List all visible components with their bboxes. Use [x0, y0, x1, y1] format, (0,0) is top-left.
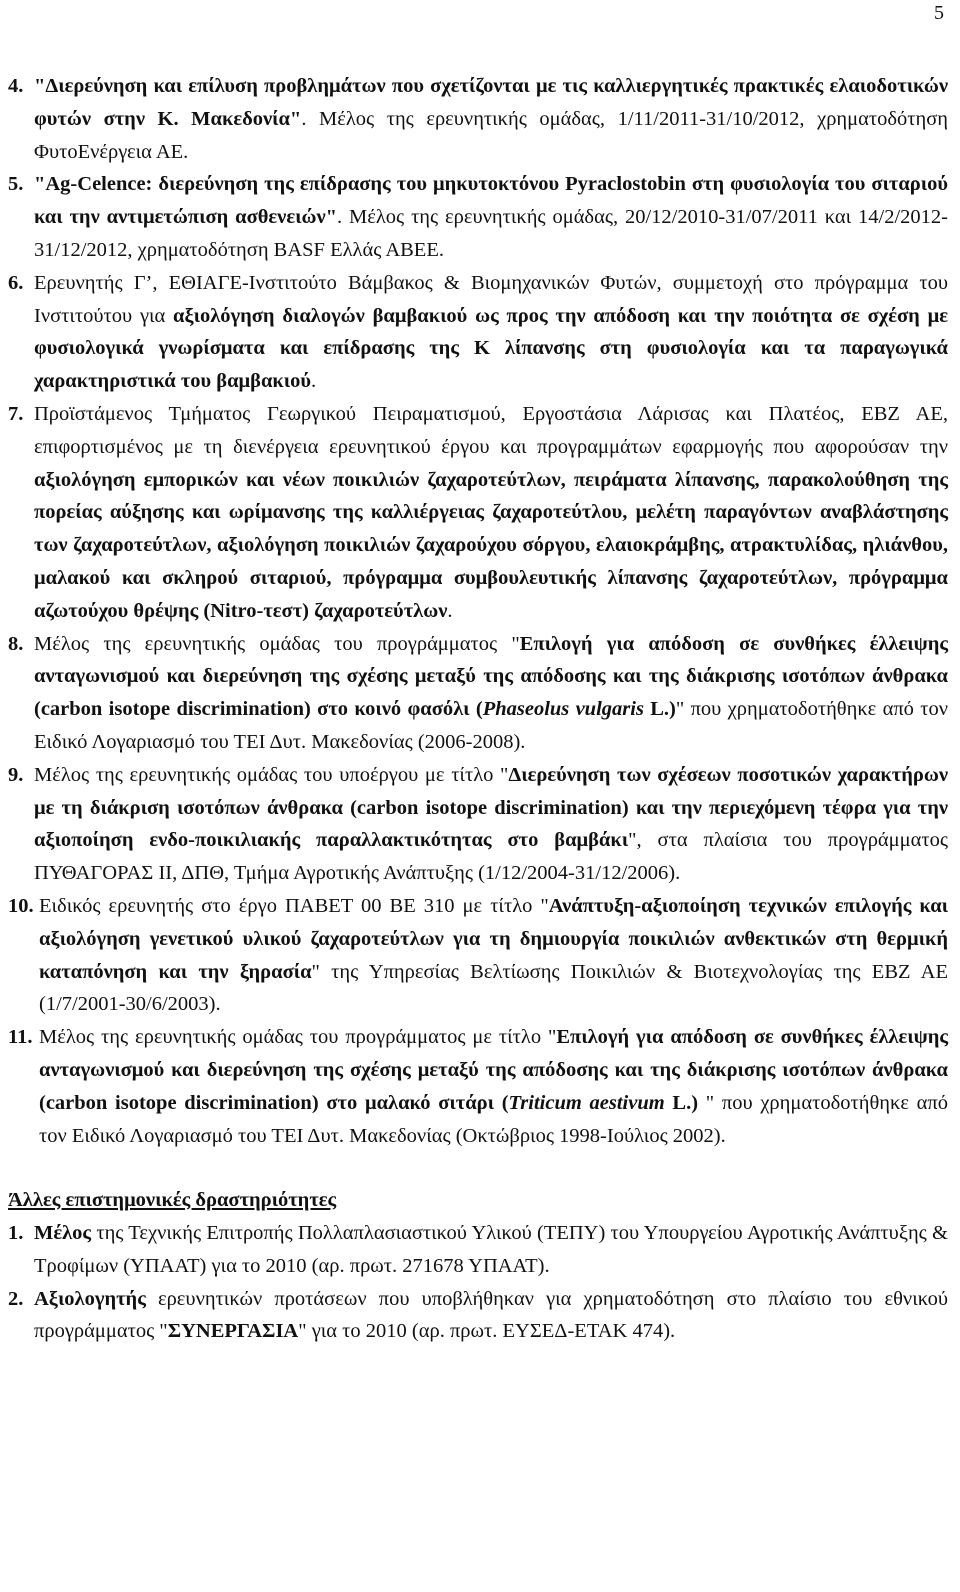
list-item [8, 267, 948, 398]
item-number: 10. [8, 894, 34, 917]
item-text [34, 759, 948, 890]
text-segment: Επιλογή για απόδοση σε συνθήκες έλλειψης ανταγωνισμού και διερεύνηση της σχέσης μεταξύ της απόδοσης και της διάκρισης ισοτόπων άνθρακα (carbon isotope discrimination) στο μαλακό σιτάρι ( [39, 1026, 949, 1114]
item-number: 9. [8, 763, 24, 786]
text-segment: " που χρηματοδοτήθηκε από τον Ειδικό Λογαριασμό του ΤΕΙ Δυτ. Μακεδονίας (Οκτώβριος 1998-Ιούλιος 2002). [39, 1091, 948, 1147]
text-segment: . [447, 599, 453, 622]
item-text [34, 1217, 948, 1283]
item-number: 6. [8, 271, 24, 294]
list-item [8, 1021, 948, 1152]
item-text [39, 890, 948, 1021]
text-segment: " της Υπηρεσίας Βελτίωσης Ποικιλιών & Βιοτεχνολογίας της ΕΒΖ ΑΕ (1/7/2001-30/6/2003). [39, 960, 948, 1016]
text-segment: L.) [643, 698, 676, 721]
text-segment: " για το 2010 (αρ. πρωτ. ΕΥΣΕΔ-ΕΤΑΚ 474). [298, 1320, 676, 1343]
list-item [8, 168, 948, 266]
text-segment: Ειδικός ερευνητής στο έργο ΠΑΒΕΤ 00 ΒΕ 310 με τίτλο " [39, 894, 549, 917]
list-item [8, 890, 948, 1021]
page-number: 5 [934, 2, 944, 24]
text-segment: ΣΥΝΕΡΓΑΣΙΑ [167, 1320, 299, 1343]
item-number: 5. [8, 173, 24, 196]
other-activities-section [8, 1184, 948, 1348]
text-segment: Προϊστάμενος Τμήματος Γεωργικού Πειραματισμού, Εργοστάσια Λάρισας και Πλατέος, ΕΒΖ ΑΕ, επιφορτισμένος με τη διενέργεια ερευνητικού έργου και προγραμμάτων εφαρμογής που αφορούσαν την [34, 402, 948, 458]
item-number: 8. [8, 632, 24, 655]
list-item [8, 628, 948, 759]
item-text [34, 70, 948, 168]
item-text [34, 267, 948, 398]
text-segment: Phaseolus vulgaris [482, 698, 644, 721]
projects-container [8, 70, 948, 1152]
text-segment: ερευνητικών προτάσεων που υποβλήθηκαν για χρηματοδότηση στο πλαίσιο του εθνικού προγράμματος " [34, 1287, 948, 1343]
item-text [34, 168, 948, 266]
text-segment: . Μέλος της ερευνητικής ομάδας, 20/12/2010-31/07/2011 και 14/2/2012-31/12/2012, χρηματοδότηση BASF Ελλάς ΑΒΕΕ. [34, 206, 948, 261]
text-segment: Μέλος της ερευνητικής ομάδας του προγράμματος " [34, 632, 520, 655]
item-number: 4. [8, 75, 24, 97]
text-segment: "Διερεύνηση και επίλυση προβλημάτων που σχετίζονται με τις καλλιεργητικές πρακτικές ελαιοδοτικών φυτών στην Κ. Μακεδονία" [34, 75, 948, 130]
list-item [8, 1217, 948, 1283]
item-text [34, 1283, 948, 1349]
text-segment: ", στα πλαίσια του προγράμματος ΠΥΘΑΓΟΡΑΣ ΙΙ, ΔΠΘ, Τμήμα Αγροτικής Ανάπτυξης (1/12/2004-31/12/2006). [34, 829, 948, 885]
item-number: 2. [8, 1287, 24, 1310]
section-heading: Άλλες επιστημονικές δραστηριότητες [8, 1189, 337, 1212]
text-segment: "Ag-Celence: διερεύνηση της επίδρασης του μηκυτοκτόνου Pyraclostobin στη φυσιολογία του σιταριού και την αντιμετώπιση ασθενειών" [34, 173, 948, 229]
text-segment: αξιολόγηση εμπορικών και νέων ποικιλιών ζαχαροτεύτλων, πειράματα λίπανσης, παρακολούθηση της πορείας αύξησης και ωρίμανσης της καλλιέργειας ζαχαροτεύτλου, μελέτη παραγόντων αναβλάστησης των ζαχαροτεύτλων, αξιολόγηση ποικιλιών ζαχαρούχου σόργου, ελαιοκράμβης, ατρακτυλίδας, ηλιάνθου, μαλακού και σκληρού σιταριού, πρόγραμμα συμβουλευτικής λίπανσης ζαχαροτεύτλων, πρόγραμμα αζωτούχου θρέψης (Nitro-τεστ) ζαχαροτεύτλων [34, 468, 948, 622]
text-segment: της Τεχνικής Επιτροπής Πολλαπλασιαστικού Υλικού (ΤΕΠΥ) του Υπουργείου Αγροτικής Ανάπτυξης & Τροφίμων (ΥΠΑΑΤ) για το 2010 (αρ. πρωτ. 271678 ΥΠΑΑΤ). [34, 1222, 948, 1277]
text-segment: Μέλος [34, 1222, 92, 1245]
text-segment: L.) [664, 1091, 699, 1114]
text-segment: Μέλος της ερευνητικής ομάδας του υποέργου με τίτλο " [34, 763, 509, 786]
text-segment: Ανάπτυξη-αξιοποίηση τεχνικών επιλογής και αξιολόγηση γενετικού υλικού ζαχαροτεύτλων για τη δημιουργία ποικιλιών ανθεκτικών στη θερμική καταπόνηση και την ξηρασία [39, 894, 949, 983]
text-segment: Επιλογή για απόδοση σε συνθήκες έλλειψης ανταγωνισμού και διερεύνηση της σχέσης μεταξύ της απόδοσης και της διάκρισης ισοτόπων άνθρακα (carbon isotope discrimination) στο κοινό φασόλι ( [34, 632, 948, 721]
list-item [8, 398, 948, 628]
text-segment: . [311, 370, 317, 393]
activities-container [8, 1217, 948, 1348]
item-text [34, 628, 948, 759]
text-segment: Triticum aestivum [508, 1091, 665, 1114]
item-text [39, 1021, 948, 1152]
item-text [34, 398, 948, 628]
text-segment: Διερεύνηση των σχέσεων ποσοτικών χαρακτήρων με τη διάκριση ισοτόπων άνθρακα (carbon isotope discrimination) και την περιεχόμενη τέφρα για την αξιοποίηση ενδο-ποικιλιακής παραλλακτικότητας στο βαμβάκι [34, 763, 948, 852]
text-segment: Ερευνητής Γ’, ΕΘΙΑΓΕ-Ινστιτούτο Βάμβακος & Βιομηχανικών Φυτών, συμμετοχή στο πρόγραμμα του Ινστιτούτου για [34, 271, 948, 327]
item-number: 7. [8, 402, 24, 425]
list-item [8, 1283, 948, 1349]
item-number: 11. [8, 1026, 33, 1049]
text-segment: Αξιολογητής [34, 1287, 146, 1310]
text-segment: " που χρηματοδοτήθηκε από τον Ειδικό Λογαριασμό του ΤΕΙ Δυτ. Μακεδονίας (2006-2008). [34, 698, 949, 753]
text-segment: αξιολόγηση διαλογών βαμβακιού ως προς την απόδοση και την ποιότητα σε σχέση με φυσιολογικά γνωρίσματα και επίδρασης της Κ λίπανσης στη φυσιολογία και τα παραγωγικά χαρακτηριστικά του βαμβακιού [34, 304, 948, 393]
text-segment: . Μέλος της ερευνητικής ομάδας, 1/11/2011-31/10/2012, χρηματοδότηση ΦυτοΕνέργεια ΑΕ. [34, 107, 948, 163]
research-projects-list [8, 70, 948, 1348]
item-number: 1. [8, 1222, 24, 1245]
list-item [8, 759, 948, 890]
text-segment: Μέλος της ερευνητικής ομάδας του προγράμματος με τίτλο " [39, 1026, 557, 1049]
list-item [8, 70, 948, 168]
